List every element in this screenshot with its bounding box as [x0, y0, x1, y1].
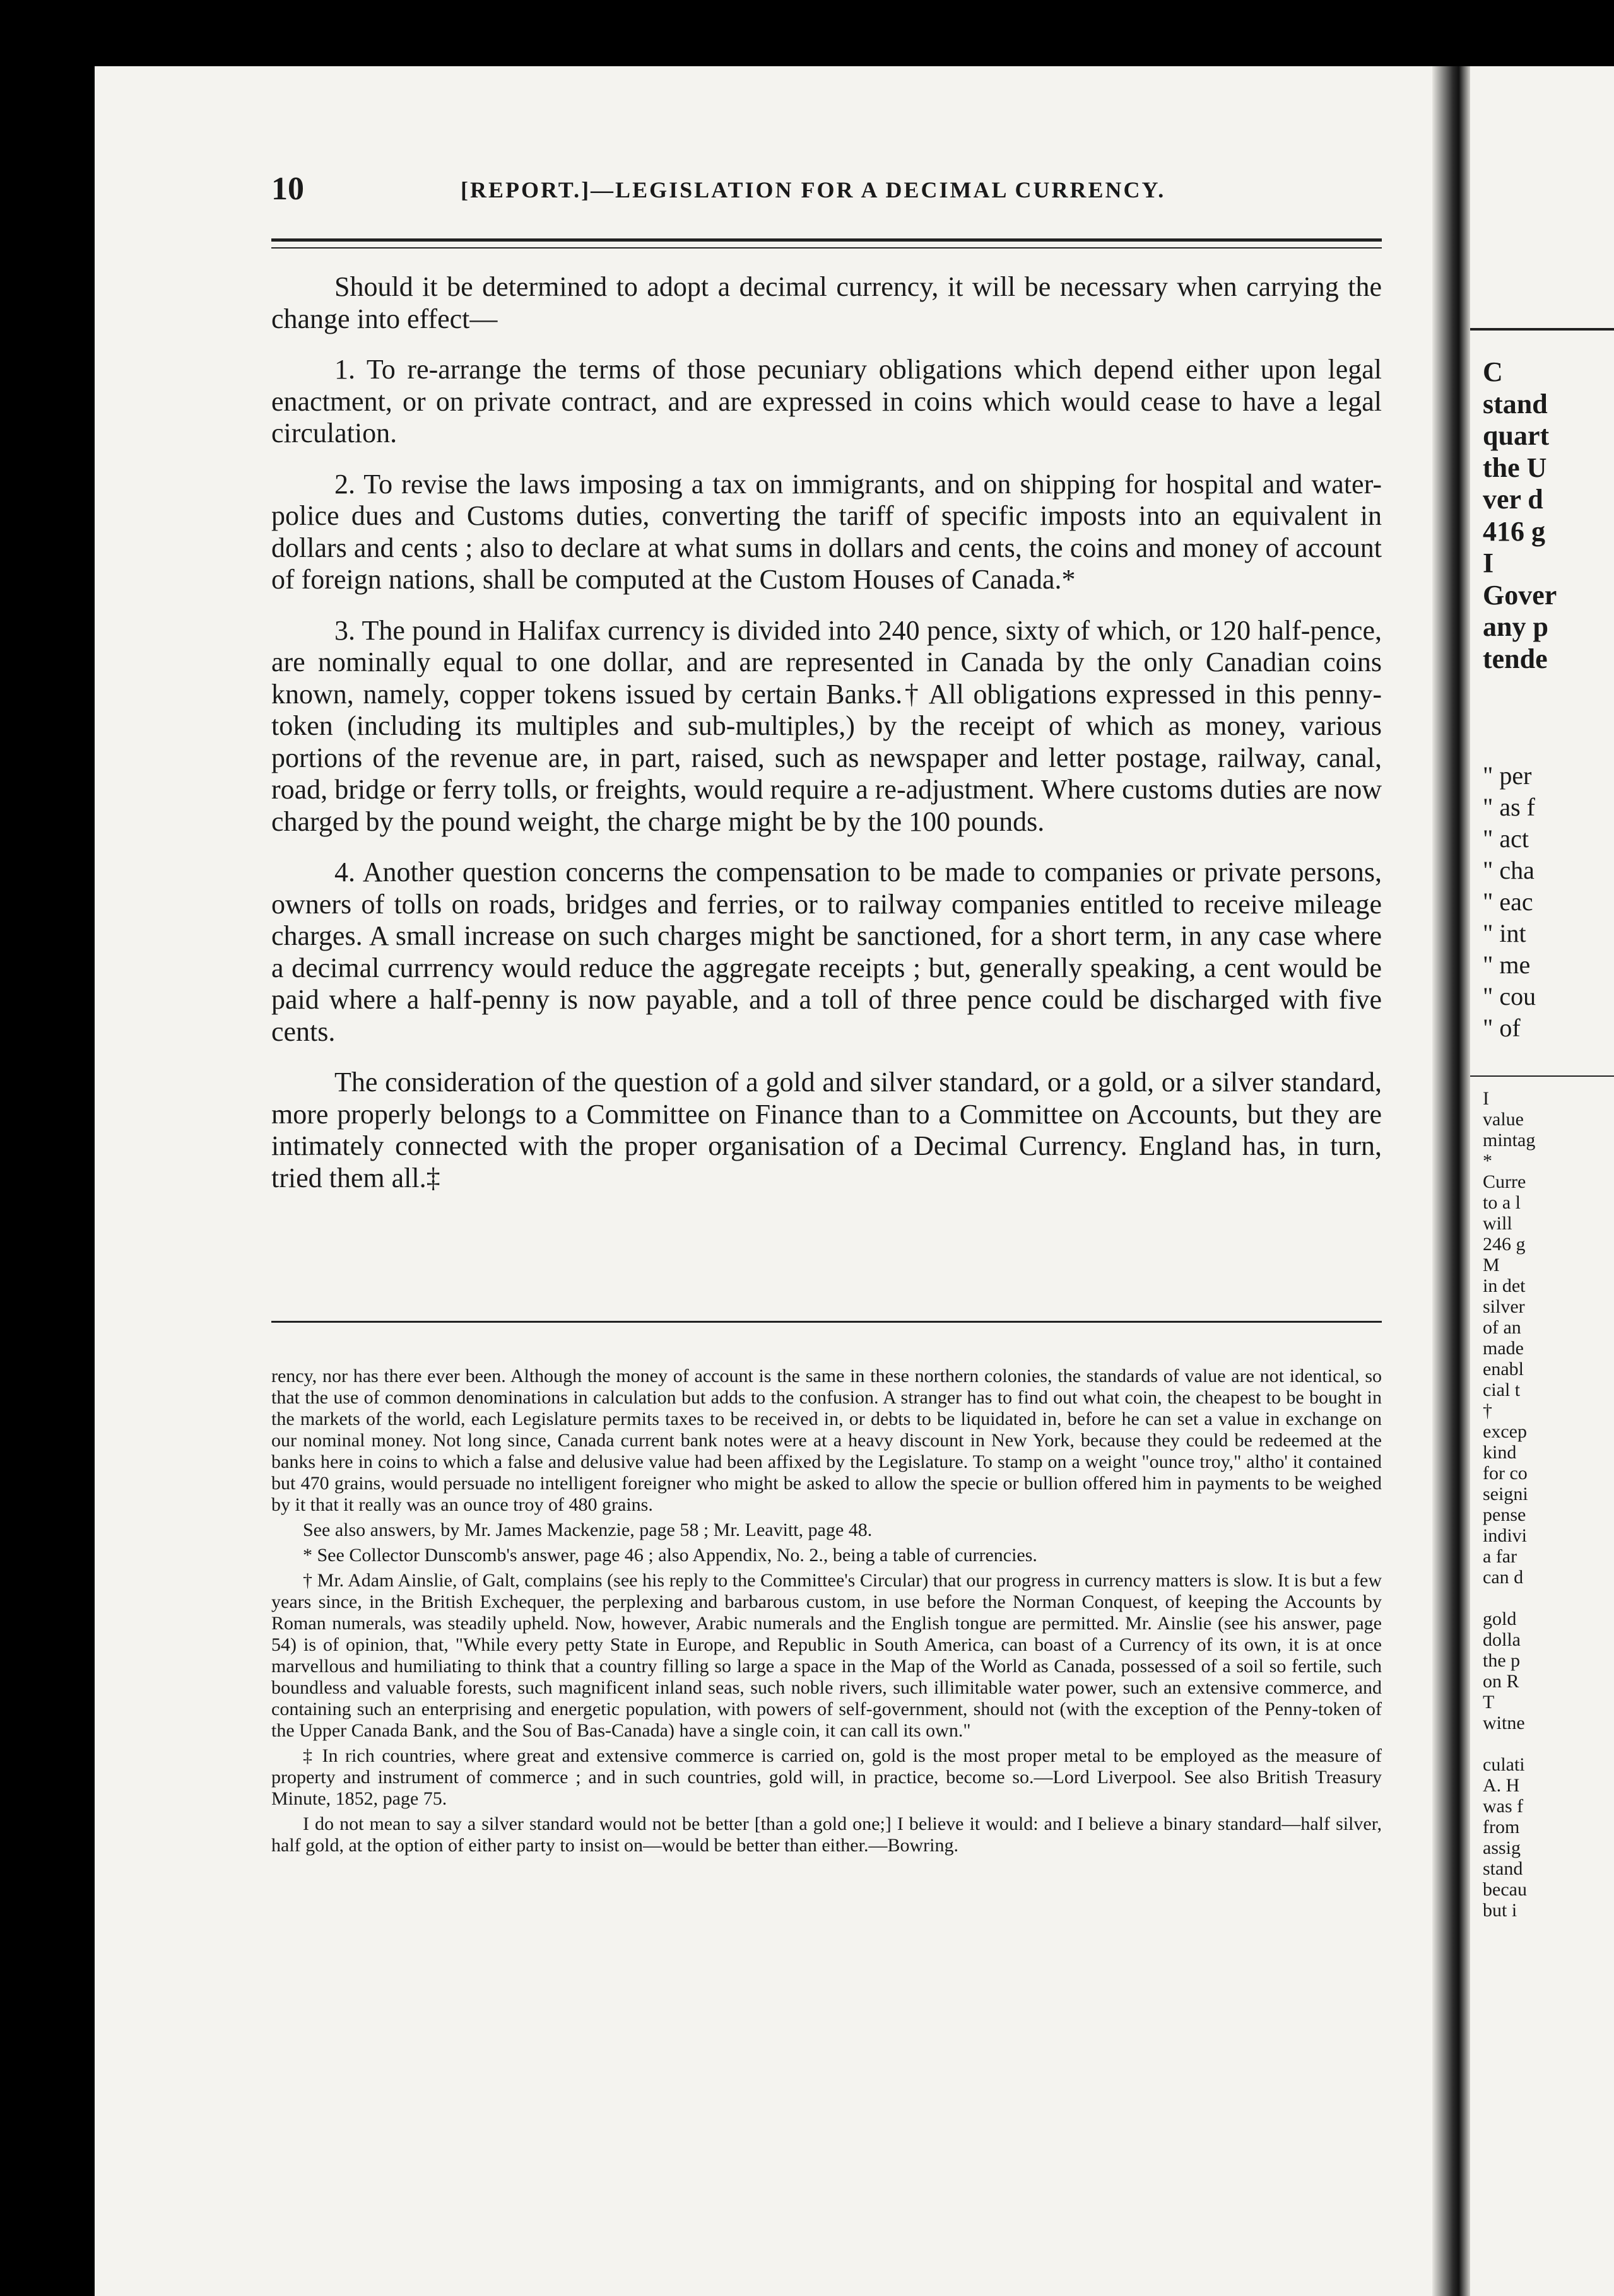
facing-quote: " me [1483, 951, 1531, 979]
facing-quote: " int [1483, 919, 1526, 947]
facing-quote: " cou [1483, 982, 1536, 1010]
facing-text [1483, 356, 1614, 675]
facing-quote: " of [1483, 1014, 1521, 1042]
facing-footnote-fragment: value [1483, 1109, 1524, 1130]
facing-footnote-fragment: excep [1483, 1421, 1527, 1442]
facing-line: Gover [1483, 579, 1557, 611]
facing-page [1470, 66, 1614, 2296]
facing-footnote-fragment [1483, 1588, 1614, 1608]
facing-line: any p [1483, 611, 1548, 642]
facing-footnote-rule [1470, 1075, 1614, 1077]
facing-footnote-fragment: silver [1483, 1296, 1525, 1317]
facing-quotes [1483, 760, 1614, 1044]
facing-footnote-fragment: gold [1483, 1608, 1517, 1629]
facing-footnote-fragment: but i [1483, 1900, 1517, 1921]
facing-footnote-fragment: * [1483, 1151, 1492, 1171]
facing-footnote-fragment: seigni [1483, 1484, 1528, 1504]
facing-footnote-fragment: T [1483, 1692, 1495, 1713]
page-header [271, 170, 1382, 214]
footnote-bowring: I do not mean to say a silver standard would not be better [than a gold one;] I believe it would: and I believe a binary standard—half silver, half gold, at the option of either party to insist on—would be better than either.—Bowring. [271, 1813, 1382, 1856]
facing-footnote-fragment: enabl [1483, 1359, 1524, 1379]
facing-footnote-fragment: pense [1483, 1504, 1526, 1525]
paragraph-4: 4. Another question concerns the compensation to be made to companies or private persons, owners of tolls on roads, bridges and ferries, or to railway companies entitled to receive mileage charges. A small increase on such charges might be sanctioned, for a short term, in any case where a decimal currrency would reduce the aggregate receipts ; but, generally speaking, a cent would be paid where a half-penny is now payable, and a toll of three pence could be discharged with five cents. [271, 857, 1382, 1047]
facing-footnote-fragment: made [1483, 1338, 1524, 1359]
facing-footnote-fragment: to a l [1483, 1192, 1521, 1213]
facing-footnote-fragment: of an [1483, 1317, 1521, 1338]
facing-footnote-fragment [1483, 1733, 1614, 1754]
header-rule-thin [271, 247, 1382, 249]
paragraph-3: 3. The pound in Halifax currency is divided into 240 pence, sixty of which, or 120 half-pence, are nominally equal to one dollar, and are represented in Canada by the only Canadian coins known, namely, copper tokens issued by certain Banks.† All obligations expressed in this penny-token (including its multiples and sub-multiples,) by the receipt of which as money, various portions of the revenue are, in part, raised, such as newspaper and letter postage, railway, canal, road, bridge or ferry tolls, or freights, would require a re-adjustment. Where customs duties are now charged by the pound weight, the charge might be by the 100 pounds. [271, 614, 1382, 837]
facing-line: C [1483, 356, 1503, 387]
facing-footnote-fragment: cial t [1483, 1379, 1521, 1400]
facing-footnote-fragment: for co [1483, 1463, 1528, 1484]
facing-footnote-fragment: witne [1483, 1713, 1525, 1733]
facing-footnote-fragment: becau [1483, 1879, 1527, 1900]
facing-footnote-fragment: culati [1483, 1754, 1525, 1775]
footnote-double-dagger: ‡ In rich countries, where great and extensive commerce is carried on, gold is the most proper metal to be employed as the measure of property and instrument of commerce ; and in such countries, gold will, in practice, become so.—Lord Liverpool. See also British Treasury Minute, 1852, page 75. [271, 1745, 1382, 1809]
paragraph-2: 2. To revise the laws imposing a tax on immigrants, and on shipping for hospital and water-police dues and Customs duties, converting the tariff of specific imposts into an equivalent in dollars and cents ; also to declare at what sums in dollars and cents, the coins and money of account of foreign nations, shall be computed at the Custom Houses of Canada.* [271, 468, 1382, 595]
facing-line: tende [1483, 643, 1548, 674]
footnote-dagger: † Mr. Adam Ainslie, of Galt, complains (see his reply to the Committee's Circular) that our progress in currency matters is slow. It is but a few years since, in the British Exchequer, the perplexing and barbarous custom, in use before the Norman Conquest, of keeping the Accounts by Roman numerals, was steadily upheld. Now, however, Arabic numerals and the English tongue are permitted. Mr. Ainslie (see his answer, page 54) is of opinion, that, "While every petty State in Europe, and Republic in South America, can boast of a Currency of its own, it is at once marvellous and humiliating to think that a country filling so large a space in the Map of the World as Canada, possessed of a soil so fertile, such boundless and valuable forests, such magnificent inland seas, such noble rivers, such illimitable water power, such an extensive commerce, and containing such an enterprising and energetic population, with powers of self-government, should not (with the exception of the Penny-token of the Upper Canada Bank, and the Sou of Bas-Canada) have a single coin, it can call its own." [271, 1570, 1382, 1741]
facing-footnote-fragment: mintag [1483, 1130, 1536, 1151]
facing-footnote-fragment: A. H [1483, 1775, 1520, 1796]
footnote-rule [271, 1321, 1382, 1323]
footnote-see-also: See also answers, by Mr. James Mackenzie, page 58 ; Mr. Leavitt, page 48. [303, 1520, 873, 1540]
facing-footnote-fragment: M [1483, 1255, 1500, 1275]
facing-footnote-fragment: the p [1483, 1650, 1521, 1671]
facing-footnote-fragment: 246 g [1483, 1234, 1526, 1255]
paragraph-standard: The consideration of the question of a gold and silver standard, or a gold, or a silver standard, more properly belongs to a Committee on Finance than to a Committee on Accounts, but they are intimately connected with the proper organisation of a Decimal Currency. England has, in turn, tried them all.‡ [271, 1067, 1382, 1193]
facing-footnote-fragment: dolla [1483, 1629, 1521, 1650]
facing-footnote-fragment: kind [1483, 1442, 1517, 1463]
facing-footnote-fragment: a far [1483, 1546, 1517, 1567]
facing-footnote-fragment: on R [1483, 1671, 1519, 1692]
running-head: [REPORT.]—LEGISLATION FOR A DECIMAL CURRENCY. [461, 177, 1166, 202]
facing-line: 416 g [1483, 515, 1545, 547]
header-rule-thick [271, 238, 1382, 242]
facing-footnotes [1483, 1088, 1614, 1921]
facing-footnote-fragment: can d [1483, 1567, 1524, 1588]
facing-footnote-fragment: will [1483, 1213, 1512, 1234]
facing-footnote-fragment: indivi [1483, 1525, 1528, 1546]
facing-line: stand [1483, 388, 1548, 419]
facing-footnote-fragment: stand [1483, 1858, 1523, 1879]
facing-quote: " cha [1483, 856, 1534, 884]
facing-quote: " per [1483, 761, 1532, 790]
paragraph-1: 1. To re-arrange the terms of those pecuniary obligations which depend either upon legal enactment, or on private contract, and are expressed in coins which would cease to have a legal circulation. [271, 354, 1382, 448]
footnote-star: * See Collector Dunscomb's answer, page 46 ; also Appendix, No. 2., being a table of currencies. [303, 1545, 1037, 1566]
footnote-continuation: rency, nor has there ever been. Although the money of account is the same in these northern colonies, the standards of value are not identical, so that the use of common denominations in calculation but adds to the confusion. A stranger has to find out what coin, the cheapest to be bought in the markets of the world, each Legislature permits taxes to be received in, or debts to be liquidated in, before he can set a value in exchange on our nominal money. Not long since, Canada current bank notes were at a heavy discount in New York, because they could be redeemed at the banks here in coins to which a false and delusive value had been affixed by the Legislature. To stamp on a weight "ounce troy," altho' it contained but 470 grains, would persuade no intelligent foreigner who might be asked to allow the specie or bullion offered him in payments to be weighed by it that it really was an ounce troy of 480 grains. [271, 1366, 1382, 1515]
facing-line: quart [1483, 420, 1550, 451]
facing-footnote-fragment: Curre [1483, 1171, 1526, 1192]
paragraph-intro: Should it be determined to adopt a decimal currency, it will be necessary when carrying the change into effect— [271, 271, 1382, 334]
footnotes [271, 1366, 1382, 1860]
facing-footnote-fragment: from [1483, 1817, 1520, 1837]
facing-footnote-fragment: I [1483, 1088, 1489, 1109]
facing-quote: " act [1483, 824, 1529, 853]
facing-line: the U [1483, 452, 1547, 483]
facing-header-rule [1470, 328, 1614, 331]
facing-footnote-fragment: † [1483, 1400, 1492, 1421]
body-text [271, 271, 1382, 1213]
facing-line: ver d [1483, 484, 1543, 515]
facing-quote: " as f [1483, 793, 1535, 821]
facing-quote: " eac [1483, 887, 1533, 916]
page-number: 10 [271, 171, 304, 207]
book-gutter [1432, 66, 1470, 2296]
facing-footnote-fragment: assig [1483, 1837, 1521, 1858]
facing-footnote-fragment: was f [1483, 1796, 1524, 1817]
facing-line: I [1483, 548, 1494, 578]
facing-footnote-fragment: in det [1483, 1275, 1526, 1296]
